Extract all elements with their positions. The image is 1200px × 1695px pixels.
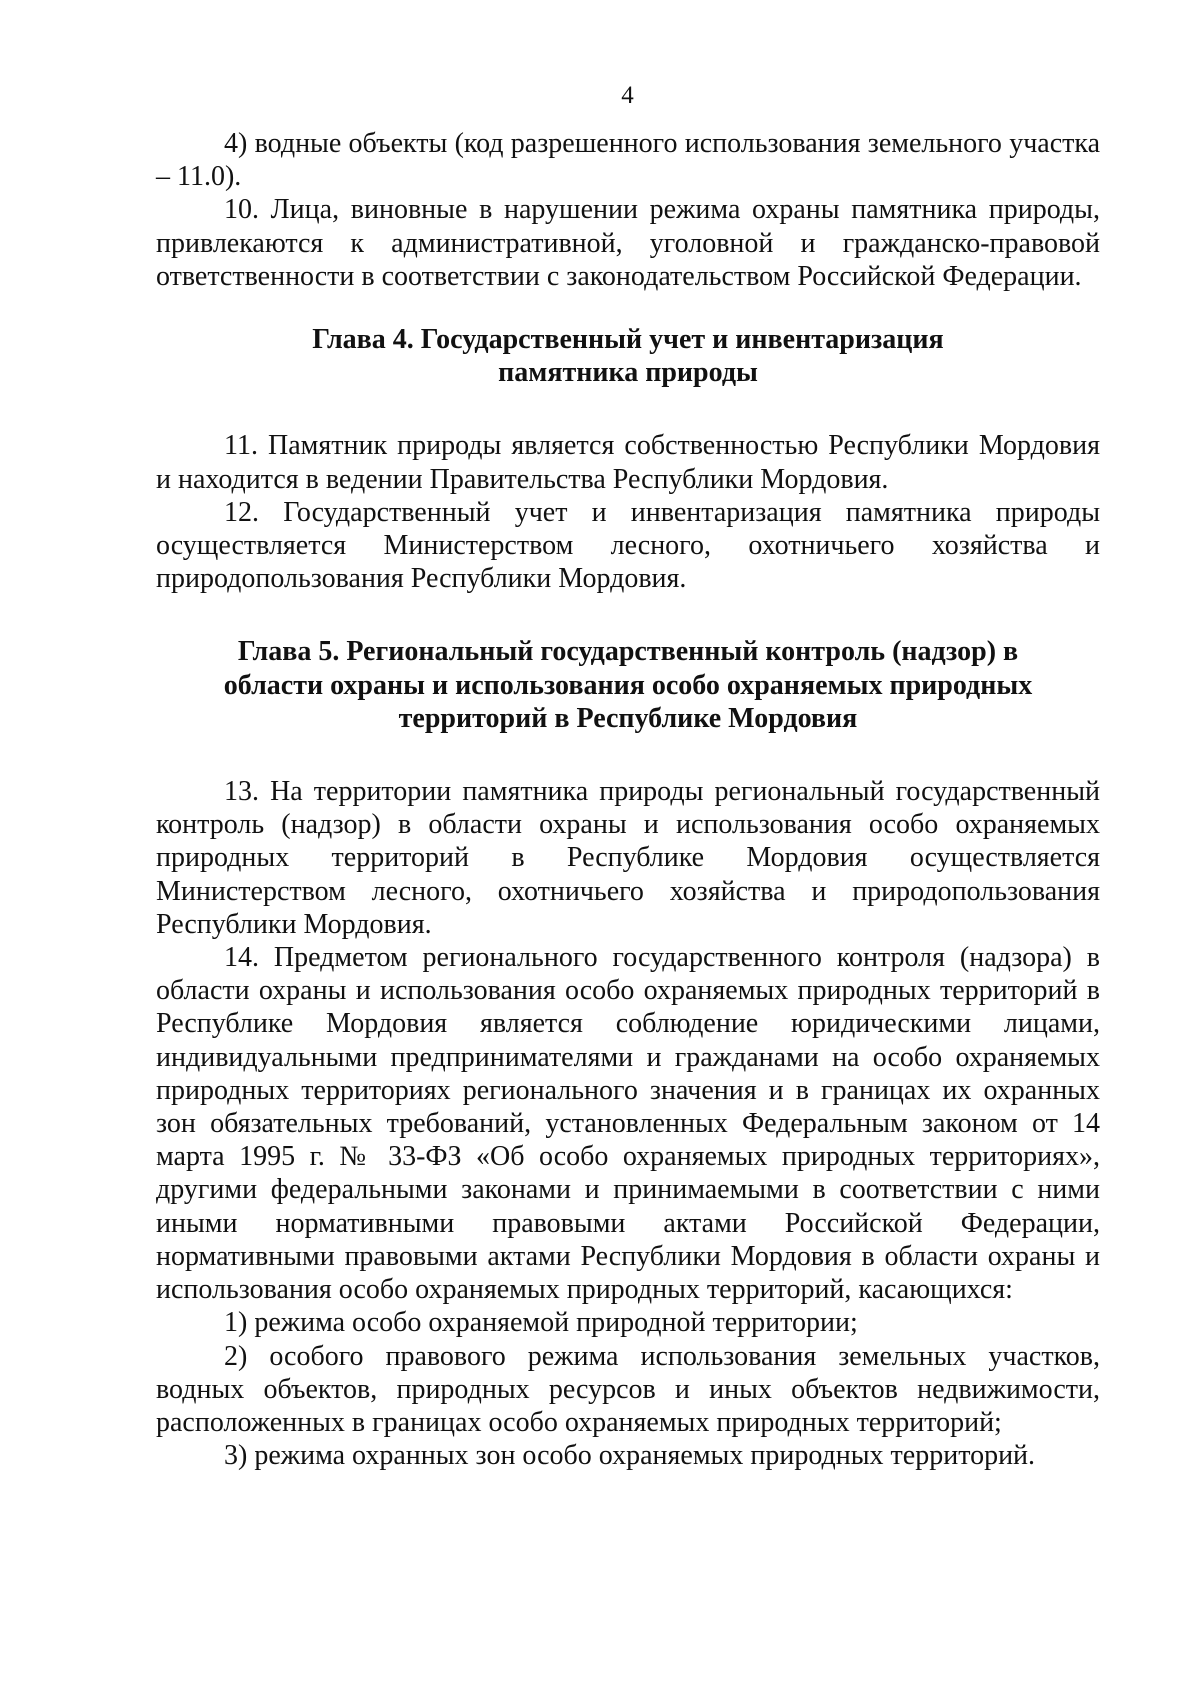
chapter-5-heading-line: области охраны и использования особо охраняемых природных: [223, 669, 1033, 701]
paragraph-4-water-objects: 4) водные объекты (код разрешенного использования земельного участка – 11.0).: [156, 128, 1100, 193]
list-item-1: 1) режима особо охраняемой природной территории;: [224, 1307, 858, 1339]
list-item-3: 3) режима охранных зон особо охраняемых природных территорий.: [224, 1440, 1036, 1472]
page-number: 4: [621, 82, 634, 109]
chapter-5-heading: [156, 635, 1100, 735]
chapter-5-heading-line: Глава 5. Региональный государственный контроль (надзор) в: [237, 636, 1019, 668]
paragraph-14-subject: 14. Предметом регионального государственного контроля (надзора) в области охраны и использования особо охраняемых природных территорий в Республике Мордовия является соблюдение юридическими лицами, индивидуальными предпринимателями и гражданами на особо охраняемых природных территориях регионального значения и в границах их охранных зон обязательных требований, установленных Федеральным законом от 14 марта 1995 г. № 33-ФЗ «Об особо охраняемых природных территориях», другими федеральными законами и принимаемыми в соответствии с ними иными нормативными правовыми актами Российской Федерации, нормативными правовыми актами Республики Мордовия в области охраны и использования особо охраняемых природных территорий, касающихся:: [156, 942, 1100, 1306]
paragraph-10-liability: 10. Лица, виновные в нарушении режима охраны памятника природы, привлекаются к административной, уголовной и гражданско-правовой ответственности в соответствии с законодательством Российской Федерации.: [156, 194, 1100, 292]
chapter-4-heading: [156, 323, 1100, 389]
list-item-2: 2) особого правового режима использования земельных участков, водных объектов, природных ресурсов и иных объектов недвижимости, расположенных в границах особо охраняемых природных территорий;: [156, 1340, 1100, 1438]
document-body: [156, 127, 1100, 1472]
chapter-4-heading-line: Глава 4. Государственный учет и инвентаризация: [312, 324, 944, 356]
chapter-5-heading-line: территорий в Республике Мордовия: [398, 702, 858, 734]
chapter-4-heading-line: памятника природы: [498, 357, 758, 389]
paragraph-13-control: 13. На территории памятника природы региональный государственный контроль (надзор) в области охраны и использования особо охраняемых природных территорий в Республике Мордовия осуществляется Министерством лесного, охотничьего хозяйства и природопользования Республики Мордовия.: [156, 776, 1100, 940]
paragraph-12-registration: 12. Государственный учет и инвентаризация памятника природы осуществляется Министерством лесного, охотничьего хозяйства и природопользования Республики Мордовия.: [156, 496, 1100, 595]
paragraph-11-ownership: 11. Памятник природы является собственностью Республики Мордовия и находится в ведении Правительства Республики Мордовия.: [156, 430, 1100, 495]
